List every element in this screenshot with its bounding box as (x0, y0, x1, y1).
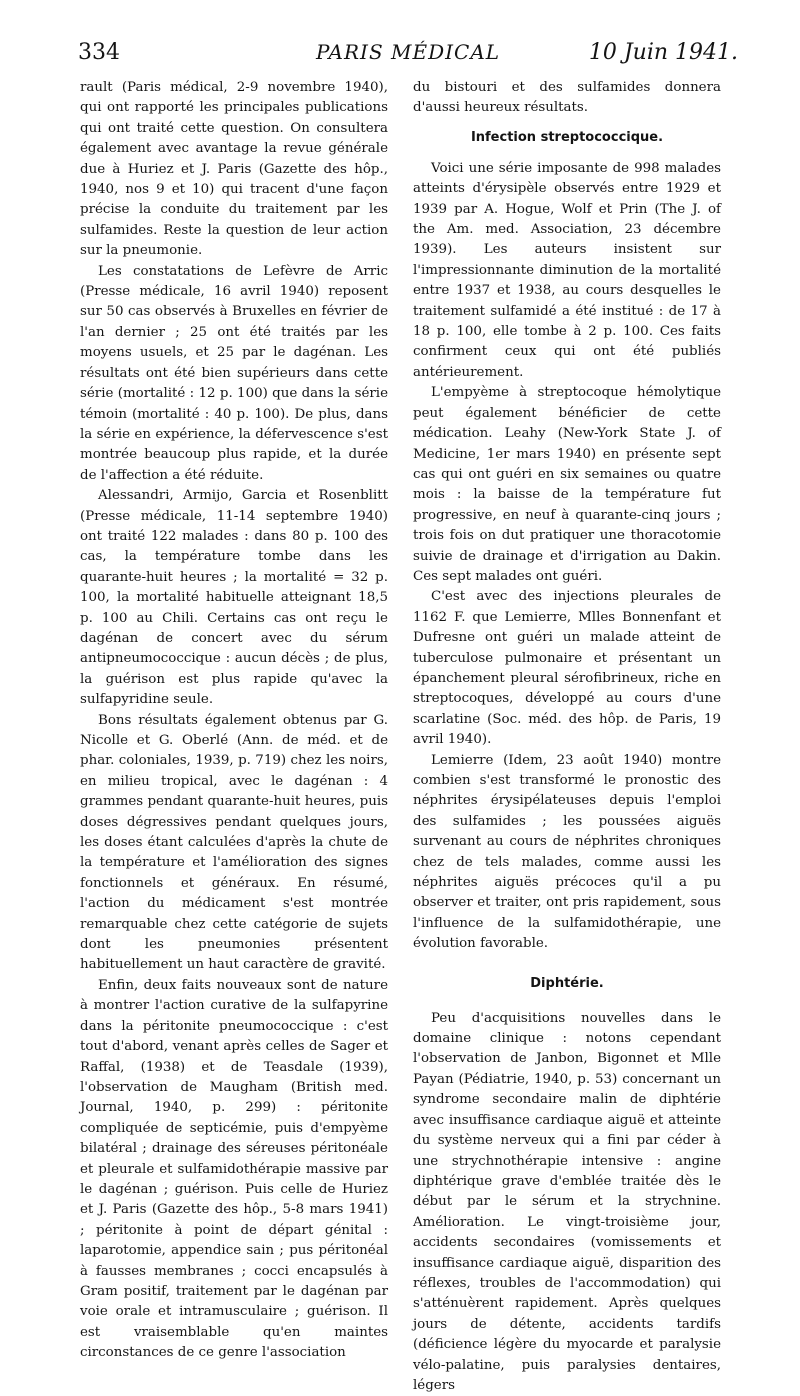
issue-date: 10 Juin 1941. (588, 40, 738, 65)
paragraph: L'empyème à streptocoque hémolytique peut également bénéficier de cette médication. Leahy (New-York State J. of Medicine, 1er mars 1940) en présente sept cas qui ont guéri en six semaines ou quatre mois : la baisse de la température fut progressive, en neuf à quarante-cinq jours ; trois fois on dut pratiquer une thoracotomie suivie de drainage et d'irrigation au Dakin. Ces sept malades ont guéri. (413, 385, 721, 584)
paragraph: Lemierre (Idem, 23 août 1940) montre combien s'est transformé le pronostic des néphrites érysipélateuses depuis l'emploi des sulfamides ; les poussées aiguës survenant au cours de néphrites chroniques chez de tels malades, comme aussi les néphrites aiguës précoces qu'il a pu observer et traiter, ont pris rapidement, sous l'influence de la sulfamidothérapie, une évolution favorable. (413, 752, 721, 952)
paragraph: C'est avec des injections pleurales de 1162 F. que Lemierre, Mlles Bonnenfant et Dufresne ont guéri un malade atteint de tuberculose pulmonaire et présentant un épanchement pleural sérofibrineux, riche en streptocoques, développé au cours d'une scarlatine (Soc. méd. des hôp. de Paris, 19 avril 1940). (413, 589, 721, 748)
page-header (78, 36, 738, 72)
paragraph: Les constatations de Lefèvre de Arric (Presse médicale, 16 avril 1940) reposent sur 50 cas observés à Bruxelles en février de l'an dernier ; 25 ont été traités par les moyens usuels, et 25 par le dagénan. Les résultats ont été bien supérieurs dans cette série (mortalité : 12 p. 100) que dans la série témoin (mortalité : 40 p. 100). De plus, dans la série en expérience, la défervescence s'est montrée beaucoup plus rapide, et la durée de l'affection a été réduite. (80, 263, 388, 483)
paragraph: Bons résultats également obtenus par G. Nicolle et G. Oberlé (Ann. de méd. et de phar. coloniales, 1939, p. 719) chez les noirs, en milieu tropical, avec le dagénan : 4 grammes pendant quarante-huit heures, puis doses dégressives pendant quelques jours, les doses étant calculées d'après la chute de la température et l'amélioration des signes fonctionnels et généraux. En résumé, l'action du médicament s'est montrée remarquable chez cette catégorie de sujets dont les pneumonies présentent habituellement un haut caractère de gravité. (80, 712, 388, 973)
paragraph: du bistouri et des sulfamides donnera d'aussi heureux résultats. (413, 80, 721, 116)
right-column (413, 78, 721, 1396)
section-heading-diphtheria: Diphtérie. (530, 975, 604, 991)
paragraph: Voici une série imposante de 998 malades atteints d'érysipèle observés entre 1929 et 1939 par A. Hogue, Wolf et Prin (The J. of the Am. med. Association, 23 décembre 1939). Les auteurs insistent sur l'impressionnante diminution de la mortalité entre 1937 et 1938, au cours desquelles le traitement sulfamidé a été institué : de 17 à 18 p. 100, elle tombe à 2 p. 100. Ces faits confirment ceux qui ont été publiés antérieurement. (413, 160, 721, 380)
running-title: PARIS MÉDICAL (315, 40, 501, 64)
paragraph: Alessandri, Armijo, Garcia et Rosenblitt (Presse médicale, 11-14 septembre 1940) ont traité 122 malades : dans 80 p. 100 des cas, la température tombe dans les quarante-huit heures ; la mortalité = 32 p. 100, la mortalité habituelle atteignant 18,5 p. 100 au Chili. Certains cas ont reçu le dagénan de concert avec du sérum antipneumococcique : aucun décès ; de plus, la guérison est plus rapide qu'avec la sulfapyridine seule. (80, 488, 388, 708)
section-heading-streptococcal: Infection streptococcique. (470, 129, 664, 145)
page-number: 334 (78, 40, 120, 65)
paragraph: rault (Paris médical, 2-9 novembre 1940), qui ont rapporté les principales publications qui ont traité cette question. On consultera également avec avantage la revue générale due à Huriez et J. Paris (Gazette des hôp., 1940, nos 9 et 10) qui tracent d'une façon précise la conduite du traitement par les sulfamides. Reste la question de leur action sur la pneumonie. (80, 80, 388, 259)
left-column (80, 78, 388, 1364)
paragraph: Enfin, deux faits nouveaux sont de nature à montrer l'action curative de la sulfapyrine dans la péritonite pneumococcique : c'est tout d'abord, venant après celles de Sager et Raffal, (1938) et de Teasdale (1939), l'observation de Maugham (British med. Journal, 1940, p. 299) : péritonite compliquée de septicémie, puis d'empyème bilatéral ; drainage des séreuses péritonéale et pleurale et sulfamidothérapie massive par le dagénan ; guérison. Puis celle de Huriez et J. Paris (Gazette des hôp., 5-8 mars 1941) ; péritonite à point de départ génital : laparotomie, appendice sain ; pus péritonéal à fausses membranes ; cocci encapsulés à Gram positif, traitement par le dagénan par voie orale et intramusculaire ; guérison. Il est vraisemblable qu'en maintes circonstances de ce genre l'association (80, 977, 388, 1361)
paragraph: Peu d'acquisitions nouvelles dans le domaine clinique : notons cependant l'observation de Janbon, Bigonnet et Mlle Payan (Pédiatrie, 1940, p. 53) concernant un syndrome secondaire malin de diphtérie avec insuffisance cardiaque aiguë et atteinte du système nerveux qui a fini par céder à une strychnothérapie intensive : angine diphtérique grave d'emblée traitée dès le début par le sérum et la strychnine. Amélioration. Le vingt-troisième jour, accidents secondaires (vomissements et insuffisance cardiaque aiguë, disparition des réflexes, troubles de l'accommodation) qui s'atténuèrent rapidement. Après quelques jours de détente, accidents tardifs (déficience légère du myocarde et paralysie vélo-palatine, puis paralysies dentaires, légers (413, 1010, 721, 1393)
